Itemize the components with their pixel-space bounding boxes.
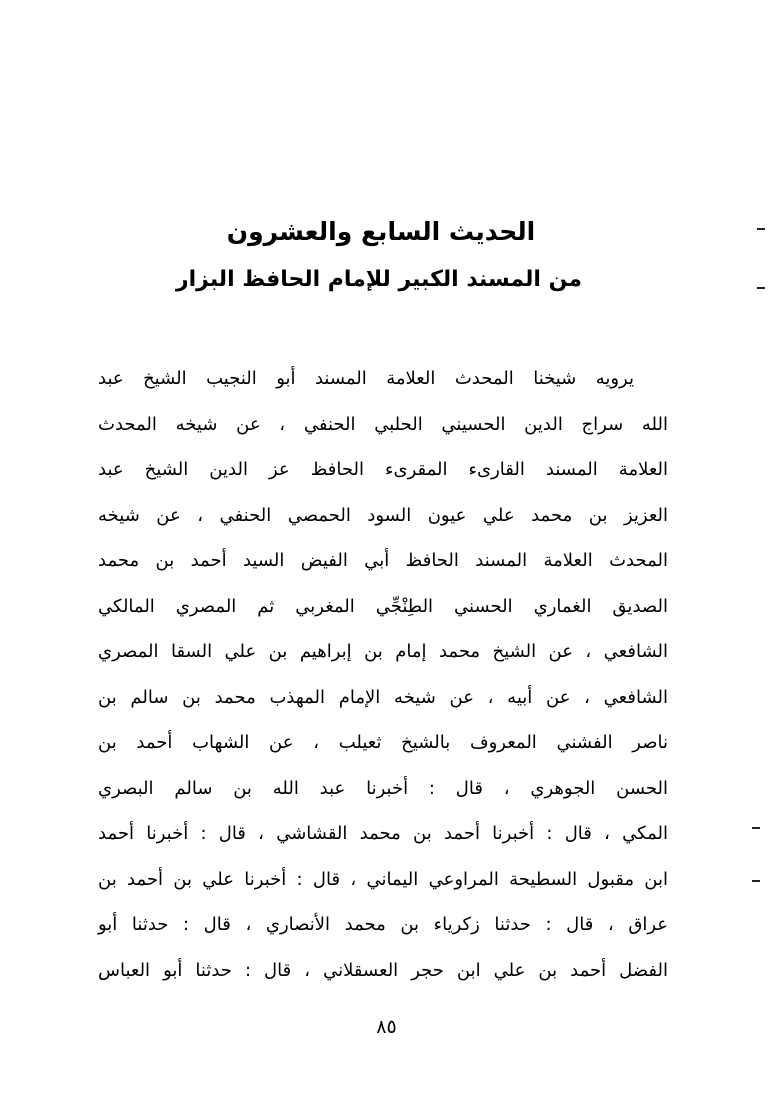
text-line: المكي ، قال : أخبرنا أحمد بن محمد القشاشي ، قال : أخبرنا أحمد [98,823,668,844]
chapter-title: الحديث السابع والعشرون [226,217,536,246]
text-line: يرويه شيخنا المحدث العلامة المسند أبو النجيب الشيخ عبد [98,368,634,389]
text-line: الحسن الجوهري ، قال : أخبرنا عبد الله بن سالم البصري [98,777,668,799]
text-line: عراق ، قال : حدثنا زكرياء بن محمد الأنصاري ، قال : حدثنا أبو [98,914,668,935]
body-paragraph [98,356,668,993]
text-line: ابن مقبول السطيحة المراوعي اليماني ، قال : أخبرنا علي بن أحمد بن [98,868,668,890]
text-line: الله سراج الدين الحسيني الحلبي الحنفي ، عن شيخه المحدث [98,413,668,435]
text-line: الصديق الغماري الحسني الطِنْجِّي المغربي ثم المصري المالكي [98,595,668,617]
page-number: ٨٥ [376,1016,397,1038]
text-line: الفضل أحمد بن علي ابن حجر العسقلاني ، قال : حدثنا أبو العباس [98,959,668,981]
margin-mark [757,228,765,230]
chapter-heading [150,212,620,298]
text-line: الشافعي ، عن الشيخ محمد إمام بن إبراهيم بن علي السقا المصري [98,641,668,662]
text-line: العزيز بن محمد علي عيون السود الحمصي الحنفي ، عن شيخه [98,504,668,526]
chapter-subtitle: من المسند الكبير للإمام الحافظ البزار [175,267,583,292]
text-line: العلامة المسند القارىء المقرىء الحافظ عز الدين الشيخ عبد [98,459,668,480]
margin-mark [752,880,760,882]
text-line: المحدث العلامة المسند الحافظ أبي الفيض السيد أحمد بن محمد [98,550,668,571]
margin-mark [757,287,765,289]
text-line: الشافعي ، عن أبيه ، عن شيخه الإمام المهذب محمد بن سالم بن [98,686,668,708]
text-line: ناصر الفشني المعروف بالشيخ ثعيلب ، عن الشهاب أحمد بن [98,732,668,753]
margin-mark [752,827,760,829]
